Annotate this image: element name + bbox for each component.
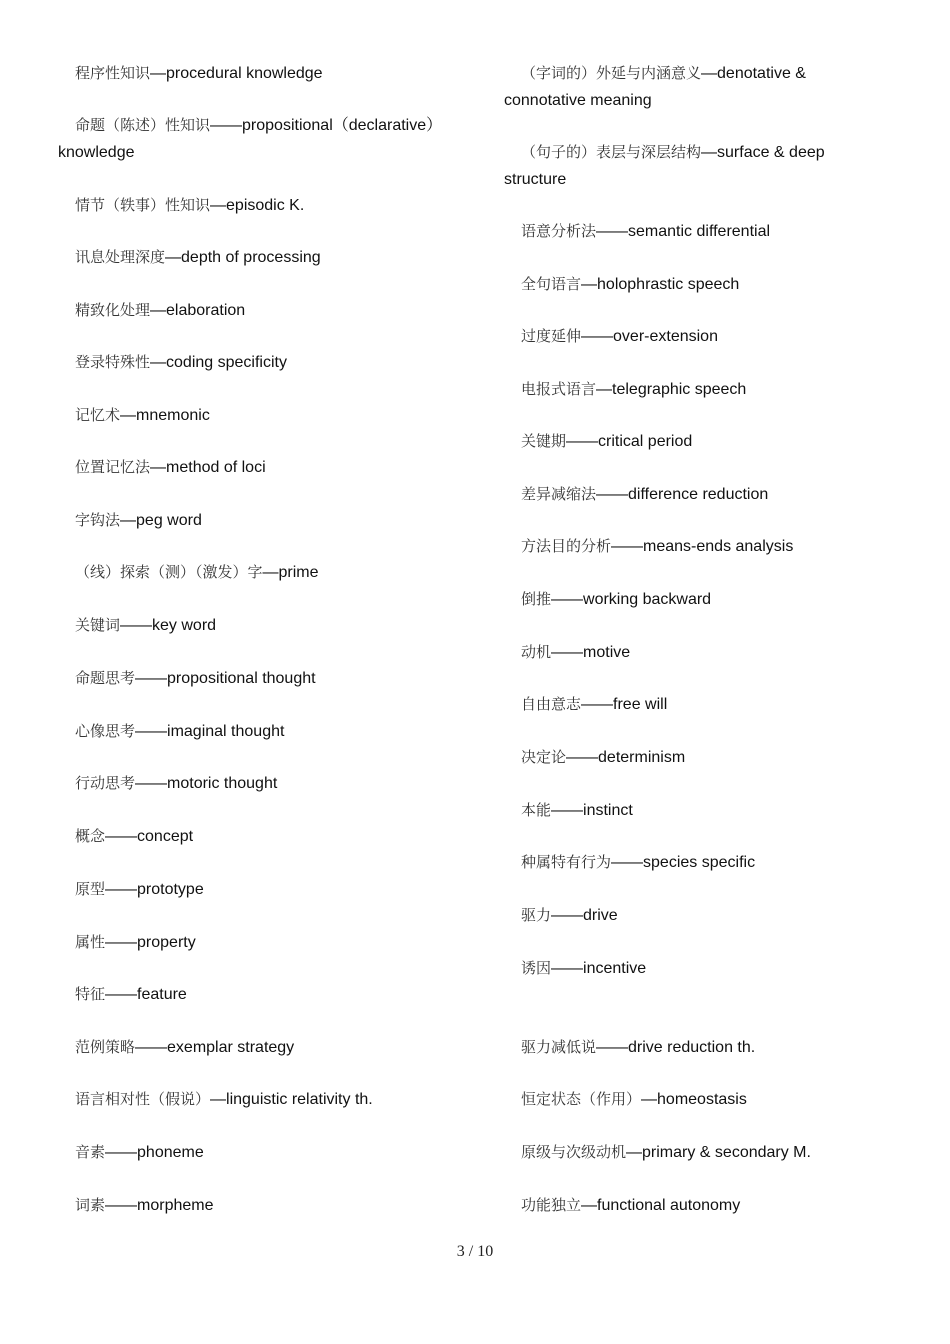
glossary-entry [75, 717, 284, 746]
term-chinese: 电报式语言 [521, 380, 597, 398]
glossary-entry [521, 796, 633, 825]
term-separator: — [150, 459, 167, 476]
glossary-entry [75, 111, 442, 140]
term-chinese: 字钩法 [75, 511, 121, 529]
term-chinese: 原级与次级动机 [521, 1143, 627, 1161]
glossary-entry [521, 743, 685, 772]
term-english: functional autonomy [597, 1197, 741, 1214]
term-english: prototype [137, 881, 204, 898]
term-english: feature [137, 986, 187, 1003]
term-english: species specific [643, 854, 756, 871]
term-separator: — [150, 302, 167, 319]
term-separator: —— [135, 723, 168, 740]
term-english: linguistic relativity th. [226, 1091, 373, 1108]
term-chinese: 行动思考 [75, 774, 136, 792]
term-english: property [137, 934, 196, 951]
term-english: propositional（declarative） [242, 117, 443, 134]
term-chinese: 倒推 [521, 590, 552, 608]
term-chinese: （字词的）外延与内涵意义 [521, 64, 702, 82]
term-english: denotative & [717, 65, 806, 82]
term-english-continued: knowledge [58, 144, 135, 161]
term-separator: —— [566, 749, 599, 766]
term-english: motoric thought [167, 775, 278, 792]
term-chinese: 语言相对性（假说） [75, 1090, 211, 1108]
term-chinese: （线）探索（测）（激发）字 [75, 563, 263, 581]
term-chinese: 动机 [521, 643, 552, 661]
term-chinese: 诱因 [521, 959, 552, 977]
term-english: mnemonic [136, 407, 210, 424]
glossary-entry [521, 1138, 811, 1167]
term-english: incentive [583, 960, 647, 977]
term-chinese: 属性 [75, 933, 106, 951]
glossary-entry [75, 1138, 204, 1167]
term-chinese: 心像思考 [75, 722, 136, 740]
term-separator: —— [611, 538, 644, 555]
term-separator: —— [135, 670, 168, 687]
term-chinese: 语意分析法 [521, 222, 597, 240]
term-chinese: 词素 [75, 1196, 106, 1214]
glossary-entry [75, 453, 266, 482]
term-chinese: 关键期 [521, 432, 567, 450]
term-separator: —— [551, 802, 584, 819]
term-separator: —— [611, 854, 644, 871]
term-chinese: 程序性知识 [75, 64, 151, 82]
term-english: difference reduction [628, 486, 769, 503]
term-english: propositional thought [167, 670, 316, 687]
term-english: over-extension [613, 328, 718, 345]
term-chinese: 命题（陈述）性知识 [75, 116, 211, 134]
glossary-entry [75, 1191, 214, 1220]
term-chinese: 驱力减低说 [521, 1038, 597, 1056]
term-separator: —— [135, 775, 168, 792]
term-separator: — [701, 144, 718, 161]
term-separator: —— [120, 617, 153, 634]
term-english: depth of processing [181, 249, 321, 266]
term-chinese: 原型 [75, 880, 106, 898]
term-english: prime [278, 564, 319, 581]
term-english: primary & secondary M. [642, 1144, 811, 1161]
glossary-entry [521, 1191, 740, 1220]
term-separator: —— [105, 986, 138, 1003]
glossary-entry [521, 322, 718, 351]
glossary-entry [521, 954, 646, 983]
glossary-entry-continuation [504, 166, 566, 194]
term-chinese: 位置记忆法 [75, 458, 151, 476]
term-chinese: 范例策略 [75, 1038, 136, 1056]
glossary-entry [521, 690, 667, 719]
term-chinese: 差异减缩法 [521, 485, 597, 503]
term-chinese: 驱力 [521, 906, 552, 924]
term-english: peg word [136, 512, 202, 529]
term-chinese: 关键词 [75, 616, 121, 634]
term-chinese: 种属特有行为 [521, 853, 612, 871]
term-separator: — [262, 564, 279, 581]
glossary-entry [75, 822, 193, 851]
glossary-entry [75, 980, 187, 1009]
term-english: method of loci [166, 459, 266, 476]
term-english: concept [137, 828, 194, 845]
term-separator: — [210, 197, 227, 214]
term-separator: — [626, 1144, 643, 1161]
term-chinese: （句子的）表层与深层结构 [521, 143, 702, 161]
term-chinese: 登录特殊性 [75, 353, 151, 371]
glossary-entry [75, 191, 304, 220]
term-separator: —— [551, 591, 584, 608]
term-english: drive [583, 907, 618, 924]
term-english: key word [152, 617, 217, 634]
glossary-entry [75, 59, 323, 88]
term-english: critical period [598, 433, 693, 450]
term-separator: — [701, 65, 718, 82]
glossary-entry [521, 270, 739, 299]
term-separator: —— [566, 433, 599, 450]
term-english: elaboration [166, 302, 246, 319]
glossary-entry [521, 59, 806, 88]
glossary-entry [521, 427, 692, 456]
glossary-entry [521, 217, 770, 246]
glossary-entry [521, 1085, 747, 1114]
glossary-entry [75, 506, 202, 535]
term-english: drive reduction th. [628, 1039, 756, 1056]
glossary-entry [75, 243, 321, 272]
term-separator: —— [551, 644, 584, 661]
term-english-continued: connotative meaning [504, 92, 652, 109]
term-separator: — [641, 1091, 658, 1108]
term-chinese: 决定论 [521, 748, 567, 766]
term-chinese: 特征 [75, 985, 106, 1003]
term-separator: —— [581, 696, 614, 713]
term-separator: — [210, 1091, 227, 1108]
term-english: free will [613, 696, 668, 713]
glossary-entry [75, 875, 204, 904]
term-chinese: 方法目的分析 [521, 537, 612, 555]
term-english: working backward [583, 591, 712, 608]
glossary-entry [75, 1033, 294, 1062]
glossary-entry [521, 638, 630, 667]
glossary-entry [75, 611, 216, 640]
term-english: phoneme [137, 1144, 204, 1161]
term-chinese: 概念 [75, 827, 106, 845]
term-separator: — [120, 512, 137, 529]
term-separator: —— [581, 328, 614, 345]
term-chinese: 精致化处理 [75, 301, 151, 319]
term-english: motive [583, 644, 631, 661]
term-english: homeostasis [657, 1091, 747, 1108]
term-separator: —— [551, 907, 584, 924]
term-english: holophrastic speech [597, 276, 740, 293]
term-english: exemplar strategy [167, 1039, 295, 1056]
page-number: 3 / 10 [456, 1243, 494, 1260]
term-separator: —— [551, 960, 584, 977]
glossary-entry [521, 901, 618, 930]
term-chinese: 过度延伸 [521, 327, 582, 345]
term-chinese: 自由意志 [521, 695, 582, 713]
glossary-entry [521, 138, 825, 167]
term-chinese: 全句语言 [521, 275, 582, 293]
glossary-entry [75, 928, 196, 957]
term-chinese: 情节（轶事）性知识 [75, 196, 211, 214]
glossary-entry [521, 848, 755, 877]
term-english: determinism [598, 749, 686, 766]
term-separator: —— [135, 1039, 168, 1056]
glossary-entry-continuation [504, 87, 652, 115]
term-chinese: 记忆术 [75, 406, 121, 424]
term-separator: — [150, 354, 167, 371]
term-english: surface & deep [717, 144, 825, 161]
glossary-entry [75, 1085, 373, 1114]
glossary-entry [75, 769, 277, 798]
term-english: procedural knowledge [166, 65, 323, 82]
glossary-entry [75, 348, 287, 377]
term-separator: —— [105, 881, 138, 898]
glossary-entry [521, 480, 768, 509]
term-separator: — [120, 407, 137, 424]
term-english: imaginal thought [167, 723, 285, 740]
term-separator: — [596, 381, 613, 398]
glossary-entry [75, 401, 210, 430]
term-separator: —— [105, 1144, 138, 1161]
term-english: episodic K. [226, 197, 305, 214]
term-chinese: 音素 [75, 1143, 106, 1161]
term-chinese: 命题思考 [75, 669, 136, 687]
glossary-entry [75, 296, 245, 325]
term-english: semantic differential [628, 223, 771, 240]
term-english: telegraphic speech [612, 381, 747, 398]
term-separator: —— [596, 1039, 629, 1056]
term-separator: — [581, 1197, 598, 1214]
term-separator: —— [105, 934, 138, 951]
term-separator: — [150, 65, 167, 82]
glossary-entry [521, 585, 711, 614]
glossary-entry [521, 1033, 755, 1062]
term-chinese: 功能独立 [521, 1196, 582, 1214]
glossary-entry [521, 375, 746, 404]
term-english: coding specificity [166, 354, 287, 371]
term-separator: —— [596, 486, 629, 503]
glossary-entry-continuation [58, 139, 135, 167]
glossary-entry [75, 664, 316, 693]
term-english: instinct [583, 802, 633, 819]
term-separator: —— [596, 223, 629, 240]
term-english-continued: structure [504, 171, 567, 188]
term-english: morpheme [137, 1197, 214, 1214]
glossary-entry [75, 558, 319, 587]
term-separator: — [165, 249, 182, 266]
term-separator: — [581, 276, 598, 293]
glossary-entry [521, 532, 793, 561]
term-english: means-ends analysis [643, 538, 794, 555]
term-separator: —— [105, 1197, 138, 1214]
term-chinese: 讯息处理深度 [75, 248, 166, 266]
term-chinese: 本能 [521, 801, 552, 819]
term-chinese: 恒定状态（作用） [521, 1090, 642, 1108]
term-separator: —— [105, 828, 138, 845]
term-separator: —— [210, 117, 243, 134]
